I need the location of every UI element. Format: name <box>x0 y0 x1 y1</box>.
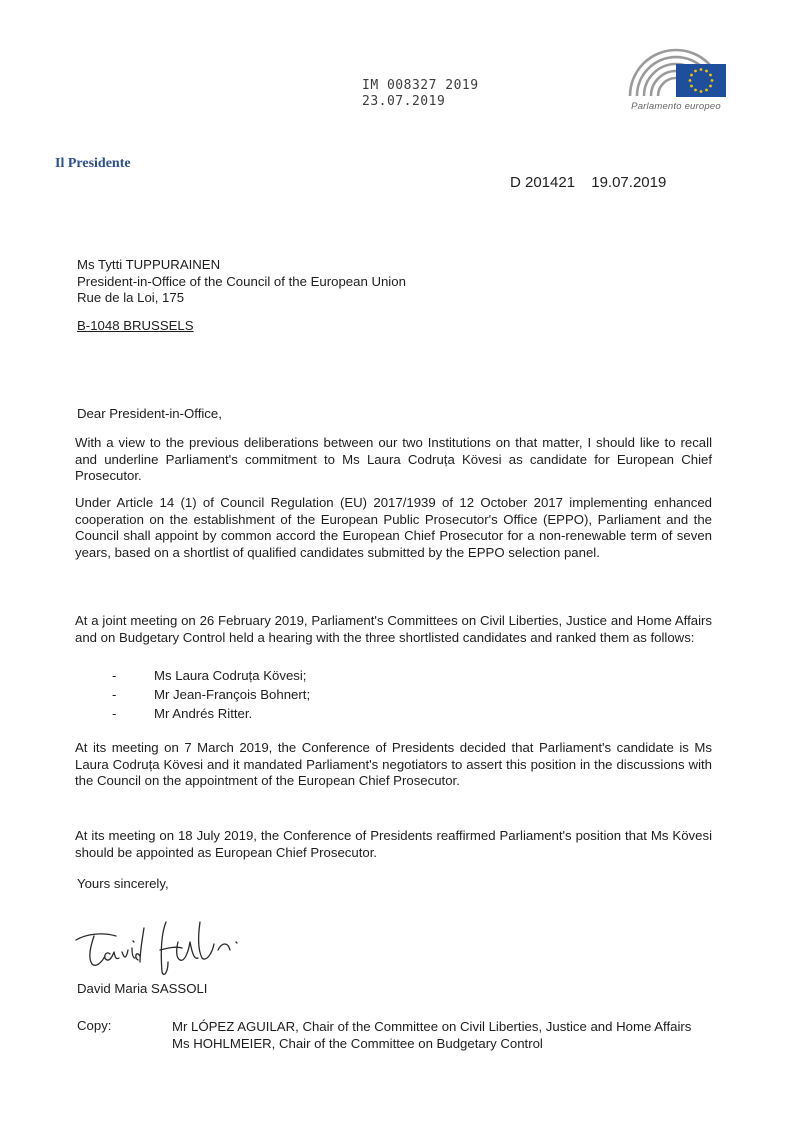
handwritten-signature <box>72 912 272 982</box>
candidate-name: Ms Laura Codruța Kövesi; <box>154 668 307 683</box>
recipient-city: B-1048 BRUSSELS <box>77 318 194 333</box>
candidate-name: Mr Jean-François Bohnert; <box>154 687 311 702</box>
logo-text: Parlamento europeo <box>631 101 721 112</box>
list-item <box>112 668 310 687</box>
stamp-date: 23.07.2019 <box>362 94 446 109</box>
recipient-name: Ms Tytti TUPPURAINEN <box>77 257 221 272</box>
doc-number: D 201421 <box>510 174 576 191</box>
list-marker: - <box>112 668 117 683</box>
recipient-address <box>77 257 406 307</box>
stamp-reference: IM 008327 2019 <box>362 78 479 93</box>
list-item <box>112 706 310 725</box>
registry-stamp <box>362 78 479 110</box>
doc-date: 19.07.2019 <box>591 174 667 191</box>
recipient-title: President-in-Office of the Council of the European Union <box>77 273 406 289</box>
copy-recipient: Ms HOHLMEIER, Chair of the Committee on Budgetary Control <box>172 1036 543 1051</box>
copy-recipient: Mr LÓPEZ AGUILAR, Chair of the Committee on Civil Liberties, Justice and Home Affairs <box>172 1019 692 1034</box>
signer-name: David Maria SASSOLI <box>77 981 208 996</box>
salutation: Dear President-in-Office, <box>77 406 222 421</box>
candidate-list <box>112 668 310 725</box>
recipient-street: Rue de la Loi, 175 <box>77 290 185 306</box>
document-reference <box>510 174 666 191</box>
paragraph-5: At its meeting on 18 July 2019, the Conference of Presidents reaffirmed Parliament's position that Ms Kövesi should be appointed as European Chief Prosecutor. <box>75 828 712 860</box>
paragraph-4: At its meeting on 7 March 2019, the Conference of Presidents decided that Parliament's candidate is Ms Laura Codruța Kövesi and it mandated Parliament's negotiators to assert this position in the discussions with the Council on the appointment of the European Chief Prosecutor. <box>75 740 712 789</box>
list-marker: - <box>112 706 117 721</box>
copy-recipients <box>172 1018 712 1052</box>
paragraph-1: With a view to the previous deliberations between our two Institutions on that matter, I should like to recall and underline Parliament's commitment to Ms Laura Codruța Kövesi as candidate for European Chief Prosecutor. <box>75 435 712 484</box>
paragraph-3: At a joint meeting on 26 February 2019, Parliament's Committees on Civil Liberties, Justice and Home Affairs and on Budgetary Control held a hearing with the three shortlisted candidates and ranked them as follows: <box>75 613 712 645</box>
candidate-name: Mr Andrés Ritter. <box>154 706 253 721</box>
copy-label: Copy: <box>77 1018 112 1033</box>
closing: Yours sincerely, <box>77 876 169 891</box>
list-item <box>112 687 310 706</box>
list-marker: - <box>112 687 117 702</box>
sender-office: Il Presidente <box>55 156 131 171</box>
paragraph-2: Under Article 14 (1) of Council Regulation (EU) 2017/1939 of 12 October 2017 implementing enhanced cooperation on the establishment of the European Public Prosecutor's Office (EPPO), Parliament and the Council shall appoint by common accord the European Chief Prosecutor for a non-renewable term of seven years, based on a shortlist of qualified candidates submitted by the EPPO selection panel. <box>75 495 712 560</box>
